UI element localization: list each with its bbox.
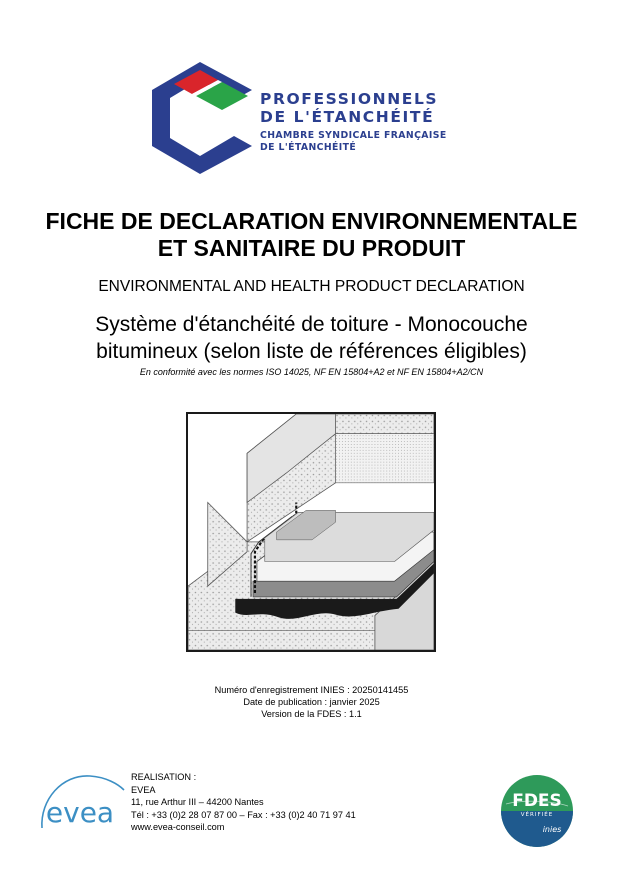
fdes-verified-badge [500, 774, 574, 848]
logo-line-de-l-etancheite: DE L'ÉTANCHÉITÉ [260, 108, 435, 126]
fdes-badge-verified: VÉRIFIÉE [520, 812, 554, 818]
realisation-address: 11, rue Arthur III – 44200 Nantes [131, 797, 264, 807]
professionnels-etancheite-logo-mark [152, 62, 252, 174]
document-title-line-2: ET SANITAIRE DU PRODUIT [157, 235, 466, 261]
evea-logo [34, 770, 126, 836]
realisation-phone-fax: Tél : +33 (0)2 28 07 87 00 – Fax : +33 (0)2 40 71 97 41 [131, 809, 356, 820]
document-title-line-1: FICHE DE DECLARATION ENVIRONNEMENTALE [45, 208, 578, 234]
fdes-badge-title: FDES [512, 791, 562, 811]
logo-wordmark [260, 90, 500, 154]
evea-wordmark: evea [45, 796, 115, 829]
publication-date: Date de publication : janvier 2025 [243, 697, 380, 707]
realisation-website[interactable]: www.evea-conseil.com [131, 822, 225, 832]
conformity-statement: En conformité avec les normes ISO 14025, NF EN 15804+A2 et NF EN 15804+A2/CN [139, 367, 484, 377]
realisation-company: EVEA [131, 784, 156, 795]
realisation-label: REALISATION : [131, 772, 197, 782]
inies-registration-number: Numéro d'enregistrement INIES : 20250141455 [214, 685, 409, 695]
product-name-line-1: Système d'étanchéité de toiture - Monocouche [95, 313, 528, 336]
registration-block [0, 684, 623, 720]
logo-line-de-l-etancheite-small: DE L'ÉTANCHÉITÉ [260, 142, 357, 153]
english-subtitle: ENVIRONMENTAL AND HEALTH PRODUCT DECLARATION [98, 278, 525, 295]
realisation-block [131, 771, 356, 834]
fdes-version: Version de la FDES : 1.1 [261, 709, 362, 719]
logo-line-professionnels: PROFESSIONNELS [260, 90, 439, 108]
product-name-line-2: bitumineux (selon liste de références éligibles) [96, 340, 527, 363]
fdes-badge-inies: inies [542, 825, 562, 834]
roofing-system-illustration [186, 412, 436, 652]
logo-line-chambre-syndicale: CHAMBRE SYNDICALE FRANÇAISE [260, 130, 447, 141]
